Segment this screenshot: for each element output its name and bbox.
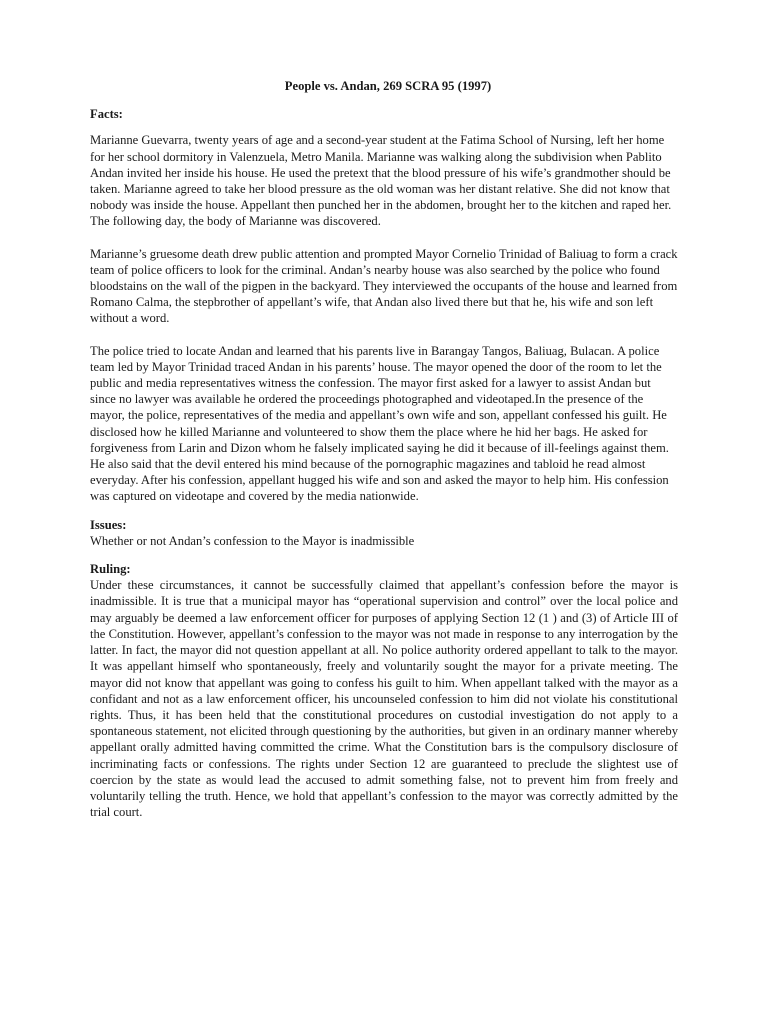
facts-paragraph-1: Marianne Guevarra, twenty years of age and a second-year student at the Fatima School of Nursing, left her home for her school dormitory in Valenzuela, Metro Manila. Marianne was walking along the subdivision when Pablito Andan invited her inside his house. He used the pretext that the blood pressure of his wife’s grandmother should be taken. Marianne agreed to take her blood pressure as the old woman was her distant relative. She did not know that nobody was inside the house. Appellant then punched her in the abdomen, brought her to the kitchen and raped her. The following day, the body of Marianne was discovered. <box>90 133 672 229</box>
facts-paragraph-2: Marianne’s gruesome death drew public attention and prompted Mayor Cornelio Trinidad of Baliuag to form a crack team of police officers to look for the criminal. Andan’s nearby house was also searched by the police who found bloodstains on the wall of the pigpen in the backyard. They interviewed the occupants of the house and learned from Romano Calma, the stepbrother of appellant’s wife, that Andan also lived there but that he, his wife and son left without a word. <box>90 246 678 326</box>
ruling-text: Under these circumstances, it cannot be successfully claimed that appellant’s confession before the mayor is inadmissible. It is true that a municipal mayor has “operational supervision and control” over the local police and may arguably be deemed a law enforcement officer for purposes of applying Section 12 (1 ) and (3) of Article III of the Constitution. However, appellant’s confession to the mayor was not made in response to any interrogation by the latter. In fact, the mayor did not question appellant at all. No police authority ordered appellant to talk to the mayor. It was appellant himself who spontaneously, freely and voluntarily sought the mayor for a private meeting. The mayor did not know that appellant was going to confess his guilt to him. When appellant talked with the mayor as a confidant and not as a law enforcement officer, his uncounseled confession to him did not violate his constitutional rights. Thus, it has been held that the constitutional procedures on custodial investigation do not apply to a spontaneous statement, not elicited through questioning by the authorities, but given in an ordinary manner whereby appellant orally admitted having committed the crime. What the Constitution bars is the compulsory disclosure of incriminating facts or confessions. The rights under Section 12 are guaranteed to preclude the slightest use of coercion by the state as would lead the accused to admit something false, not to prevent him from freely and voluntarily telling the truth. Hence, we hold that appellant’s confession to the mayor was correctly admitted by the trial court. <box>90 578 678 820</box>
document-page <box>90 78 678 820</box>
ruling-heading: Ruling: <box>90 562 131 577</box>
facts-paragraph-3: The police tried to locate Andan and learned that his parents live in Barangay Tangos, Baliuag, Bulacan. A police team led by Mayor Trinidad traced Andan in his parents’ house. The mayor opened the door of the room to let the public and media representatives witness the confession. The mayor first asked for a lawyer to assist Andan but since no lawyer was available he ordered the proceedings photographed and videotaped.In the presence of the mayor, the police, representatives of the media and appellant’s own wife and son, appellant confessed his guilt. He disclosed how he killed Marianne and volunteered to show them the place where he hid her bags. He asked for forgiveness from Larin and Dizon whom he falsely implicated saying he did it because of ill-feelings against them. He also said that the devil entered his mind because of the pornographic magazines and tabloid he read almost everyday. After his confession, appellant hugged his wife and son and asked the mayor to help him. His confession was captured on videotape and covered by the media nationwide. <box>90 343 669 504</box>
issues-heading: Issues: <box>90 517 127 532</box>
issues-text: Whether or not Andan’s confession to the Mayor is inadmissible <box>90 533 415 548</box>
facts-heading: Facts: <box>90 107 123 122</box>
case-title: People vs. Andan, 269 SCRA 95 (1997) <box>284 79 492 93</box>
